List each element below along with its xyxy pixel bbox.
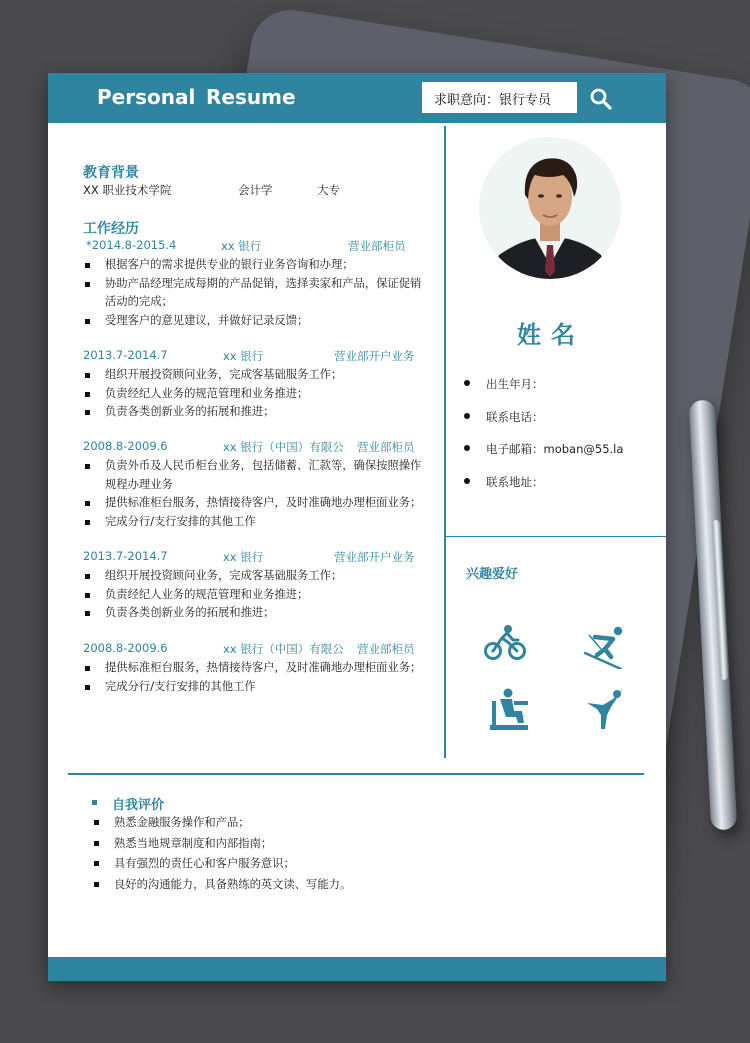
resume-header: [48, 73, 666, 123]
work-position: 营业部柜员: [357, 642, 415, 656]
work-duty: 负责外币及人民币柜台业务，包括储蓄、汇款等，确保按照操作规程办理业务: [83, 457, 423, 494]
resume-footer-bar: [48, 957, 666, 981]
self-evaluation-title: 自我评价: [112, 798, 165, 813]
work-entry: [83, 549, 423, 623]
background-pen: [689, 400, 737, 831]
work-entry: [83, 641, 423, 696]
work-entry: [83, 439, 423, 531]
column-divider: [444, 126, 446, 758]
work-company: xx 银行: [223, 349, 264, 363]
bottom-section-divider: [68, 773, 644, 775]
profile-name: 姓名: [517, 321, 585, 349]
education-major: 会计学: [238, 183, 273, 197]
work-duty: 协助产品经理完成每期的产品促销，选择卖家和产品，保证促销活动的完成；: [83, 275, 423, 312]
work-company: xx 银行（中国）有限公: [223, 642, 344, 656]
work-duty: 完成分行/支行安排的其他工作: [83, 513, 423, 532]
hobbies-title: 兴趣爱好: [466, 567, 519, 582]
work-period: 2008.8-2009.6: [83, 439, 168, 453]
work-company: xx 银行: [221, 239, 262, 253]
work-duty: 根据客户的需求提供专业的银行业务咨询和办理；: [83, 256, 423, 275]
work-entry: [83, 348, 423, 422]
right-section-divider: [446, 536, 666, 537]
avatar: [479, 137, 621, 279]
work-position: 营业部柜员: [357, 440, 415, 454]
profile-email: 电子邮箱：moban@55.la: [462, 441, 623, 474]
work-title: 工作经历: [83, 221, 139, 237]
work-duty: 组织开展投资顾问业务，完成客基础服务工作；: [83, 366, 423, 385]
profile-phone: 联系电话：: [462, 409, 623, 442]
work-period: 2013.7-2014.7: [83, 348, 168, 362]
work-duty: 负责经纪人业务的规范管理和业务推进；: [83, 586, 423, 605]
work-company: xx 银行: [223, 550, 264, 564]
work-position: 营业部柜员: [348, 239, 406, 253]
self-evaluation-item: 具有强烈的责任心和客户服务意识；: [92, 854, 592, 875]
profile-address: 联系地址：: [462, 474, 623, 507]
work-company: xx 银行（中国）有限公: [223, 440, 344, 454]
work-period: 2008.8-2009.6: [83, 641, 168, 655]
dancing-icon: [583, 685, 627, 729]
self-evaluation-item: 良好的沟通能力，具备熟练的英文读、写能力。: [92, 875, 592, 896]
education-degree: 大专: [317, 183, 340, 197]
work-period: 2013.7-2014.7: [83, 549, 168, 563]
work-duty: 负责各类创新业务的拓展和推进；: [83, 403, 423, 422]
profile-birth: 出生年月：: [462, 376, 623, 409]
self-evaluation-bullet: [92, 800, 97, 805]
profile-info-list: [462, 376, 623, 506]
work-entry: [83, 238, 423, 330]
work-duty: 负责各类创新业务的拓展和推进；: [83, 604, 423, 623]
job-intent-box[interactable]: 求职意向：银行专员: [422, 82, 577, 113]
work-duty: 提供标准柜台服务，热情接待客户，及时准确地办理柜面业务；: [83, 494, 423, 513]
work-position: 营业部开户业务: [334, 550, 415, 564]
work-duty: 组织开展投资顾问业务，完成客基础服务工作；: [83, 567, 423, 586]
self-evaluation-list: [92, 813, 592, 895]
resume-page: [48, 73, 666, 981]
work-duty: 负责经纪人业务的规范管理和业务推进；: [83, 385, 423, 404]
search-icon[interactable]: [589, 87, 613, 111]
work-position: 营业部开户业务: [334, 349, 415, 363]
work-duty: 受理客户的意见建议，并做好记录反馈；: [83, 312, 423, 331]
work-period: *2014.8-2015.4: [86, 238, 177, 252]
self-evaluation-item: 熟悉金融服务操作和产品；: [92, 813, 592, 834]
education-title: 教育背景: [83, 165, 139, 181]
cycling-icon: [483, 621, 527, 665]
work-duty: 提供标准柜台服务，热情接待客户，及时准确地办理柜面业务；: [83, 659, 423, 678]
skiing-icon: [583, 625, 627, 669]
education-school: XX 职业技术学院: [83, 183, 172, 197]
self-evaluation-item: 熟悉当地规章制度和内部指南；: [92, 834, 592, 855]
fitness-icon: [488, 687, 532, 731]
work-duty: 完成分行/支行安排的其他工作: [83, 678, 423, 697]
brand-word-personal: Personal: [97, 85, 196, 109]
brand-word-resume: Resume: [206, 85, 296, 109]
